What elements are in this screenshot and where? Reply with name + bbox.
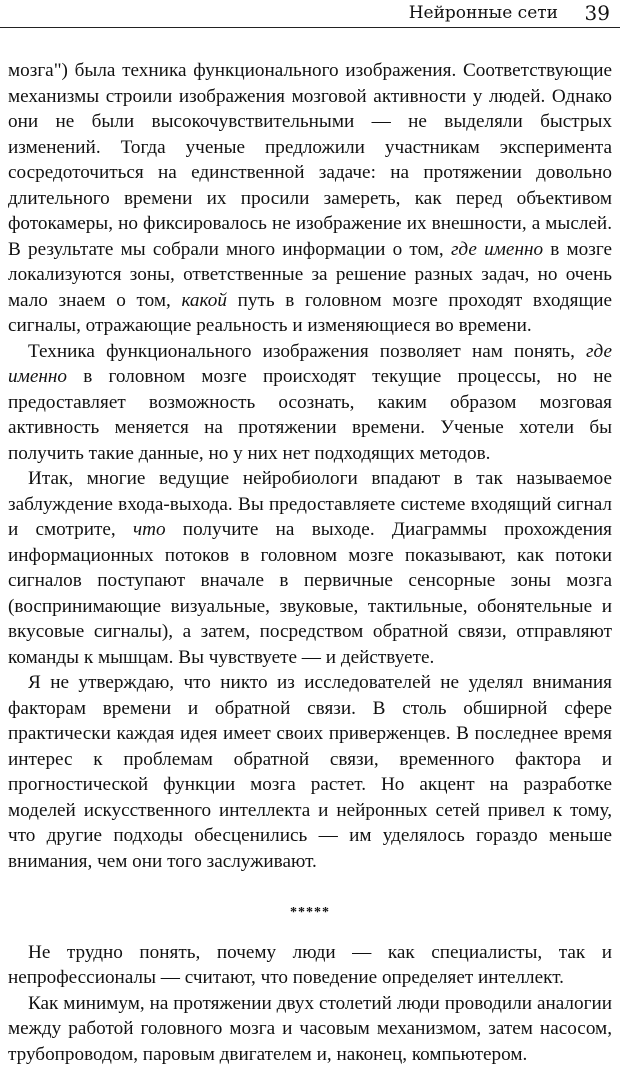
paragraph-5: Не трудно понять, почему люди — как специалисты, так и непрофессионалы — считают, что поведение определяет интеллект. — [8, 940, 612, 991]
paragraph-1-emphasis-2: какой — [181, 290, 227, 311]
page-number: 39 — [585, 1, 610, 25]
paragraph-1 — [8, 58, 612, 339]
header-rule — [0, 27, 620, 28]
paragraph-2-text-b: в головном мозге происходят текущие процессы, но не предоставляет возможность осознать, каким образом мозговая активность меняется на протяжении времени. Ученые хотели бы получить такие данные, но у них нет подходящих методов. — [8, 366, 612, 464]
paragraph-1-text-b: в мозге локализуются зоны, ответственные за решение разных задач, но очень мало знаем о том, — [8, 239, 612, 311]
paragraph-1-text-a: мозга") была техника функционального изображения. Соответствующие механизмы строили изображения мозговой активности у людей. Однако они не были высокочувствительными — не выделяли быстрых изменений. Тогда ученые предложили участникам эксперимента сосредоточиться на единственной задаче: на протяжении довольно длительного времени их просили замереть, как перед объективом фотокамеры, но фиксировалось не изображение их внешности, а мыслей. В результате мы собрали много информации о том, — [8, 60, 612, 260]
paragraph-3 — [8, 466, 612, 670]
running-header — [0, 0, 620, 28]
paragraph-3-emphasis: что — [133, 519, 166, 540]
paragraph-2-emphasis: где именно — [8, 341, 612, 388]
paragraph-6: Как минимум, на протяжении двух столетий люди проводили аналогии между работой головного мозга и часовым механизмом, затем насосом, трубопроводом, паровым двигателем и, наконец, компьютером. — [8, 991, 612, 1067]
paragraph-3-text-a: Итак, многие ведущие нейробиологи впадают в так называемое заблуждение входа-выхода. Вы предоставляете системе входящий сигнал и смотрите, — [8, 468, 612, 540]
paragraph-1-text-c: путь в головном мозге проходят входящие сигналы, отражающие реальность и изменяющиеся во времени. — [8, 290, 612, 337]
page-body — [8, 58, 612, 1067]
paragraph-2-text-a: Техника функционального изображения позволяет нам понять, — [28, 341, 586, 362]
paragraph-4: Я не утверждаю, что никто из исследователей не уделял внимания факторам времени и обратной связи. В столь обширной сфере практически каждая идея имеет своих приверженцев. В последнее время интерес к проблемам обратной связи, временного фактора и прогностической функции мозга растет. Но акцент на разработке моделей искусственного интеллекта и нейронных сетей привел к тому, что другие подходы обесценились — им уделялось гораздо меньше внимания, чем они того заслуживают. — [8, 670, 612, 874]
section-separator: ***** — [8, 900, 612, 926]
paragraph-2 — [8, 339, 612, 467]
paragraph-3-text-b: получите на выходе. Диаграммы прохождения информационных потоков в головном мозге показывают, как потоки сигналов поступают вначале в первичные сенсорные зоны мозга (воспринимающие визуальные, звуковые, тактильные, обонятельные и вкусовые сигналы), а затем, посредством обратной связи, отправляют команды к мышцам. Вы чувствуете — и действуете. — [8, 519, 612, 668]
running-title: Нейронные сети — [409, 3, 558, 23]
paragraph-1-emphasis-1: где именно — [451, 239, 543, 260]
